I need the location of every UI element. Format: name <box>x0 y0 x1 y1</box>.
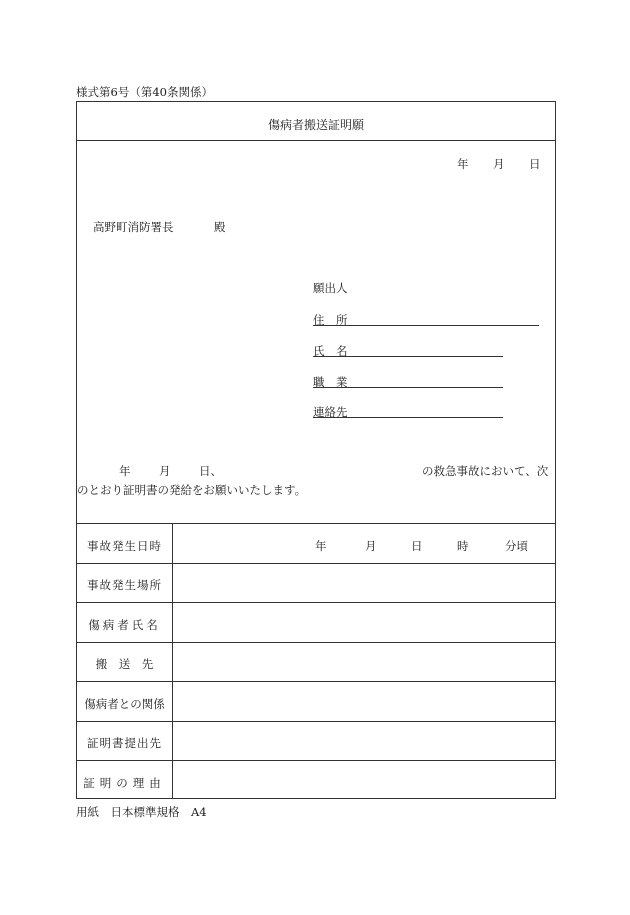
dt-month: 月 <box>365 539 377 553</box>
paper-spec: 用紙 日本標準規格 A4 <box>76 805 207 819</box>
date-year: 年 <box>457 157 469 171</box>
date-day: 日 <box>529 157 541 171</box>
form-number: 様式第6号（第40条関係） <box>76 85 213 99</box>
row-label-submit-to: 証明書提出先 <box>87 736 162 750</box>
dt-day: 日 <box>411 539 423 553</box>
request-text: のとおり証明書の発給をお願いいたします。 <box>77 483 307 497</box>
dt-minute: 分頃 <box>505 539 528 553</box>
dt-hour: 時 <box>457 539 469 553</box>
row-label-reason: 証明の理由 <box>83 776 166 790</box>
name-line <box>313 356 503 357</box>
occupation-line <box>313 387 503 388</box>
row-divider <box>77 721 555 722</box>
applicant-heading: 願出人 <box>313 281 348 295</box>
occupation-label: 職 業 <box>313 375 348 389</box>
row-label-transport-destination: 搬 送 先 <box>95 657 154 671</box>
column-divider <box>172 523 173 798</box>
address-line <box>313 325 539 326</box>
row-divider <box>77 760 555 761</box>
contact-line <box>313 417 503 418</box>
row-divider <box>77 642 555 643</box>
row-label-incident-location: 事故発生場所 <box>87 578 162 592</box>
date-month: 月 <box>493 157 505 171</box>
certificate-form <box>76 101 556 799</box>
address-label: 住 所 <box>313 313 348 327</box>
body-year: 年 <box>119 464 131 478</box>
row-divider <box>77 602 555 603</box>
row-divider <box>77 681 555 682</box>
contact-label: 連絡先 <box>313 405 348 419</box>
row-divider <box>77 563 555 564</box>
name-label: 氏 名 <box>313 344 348 358</box>
divider <box>77 140 555 141</box>
row-label-relationship: 傷病者との関係 <box>84 697 165 711</box>
row-label-incident-datetime: 事故発生日時 <box>87 539 162 553</box>
table-top-border <box>77 523 555 524</box>
honorific: 殿 <box>214 220 226 234</box>
body-day: 日、 <box>199 464 222 478</box>
body-month: 月 <box>159 464 171 478</box>
incident-text: の救急事故において、次 <box>422 464 549 478</box>
addressee: 高野町消防署長 <box>93 220 174 234</box>
row-label-patient-name: 傷病者氏名 <box>88 618 161 632</box>
form-title: 傷病者搬送証明願 <box>267 118 364 132</box>
dt-year: 年 <box>315 539 327 553</box>
